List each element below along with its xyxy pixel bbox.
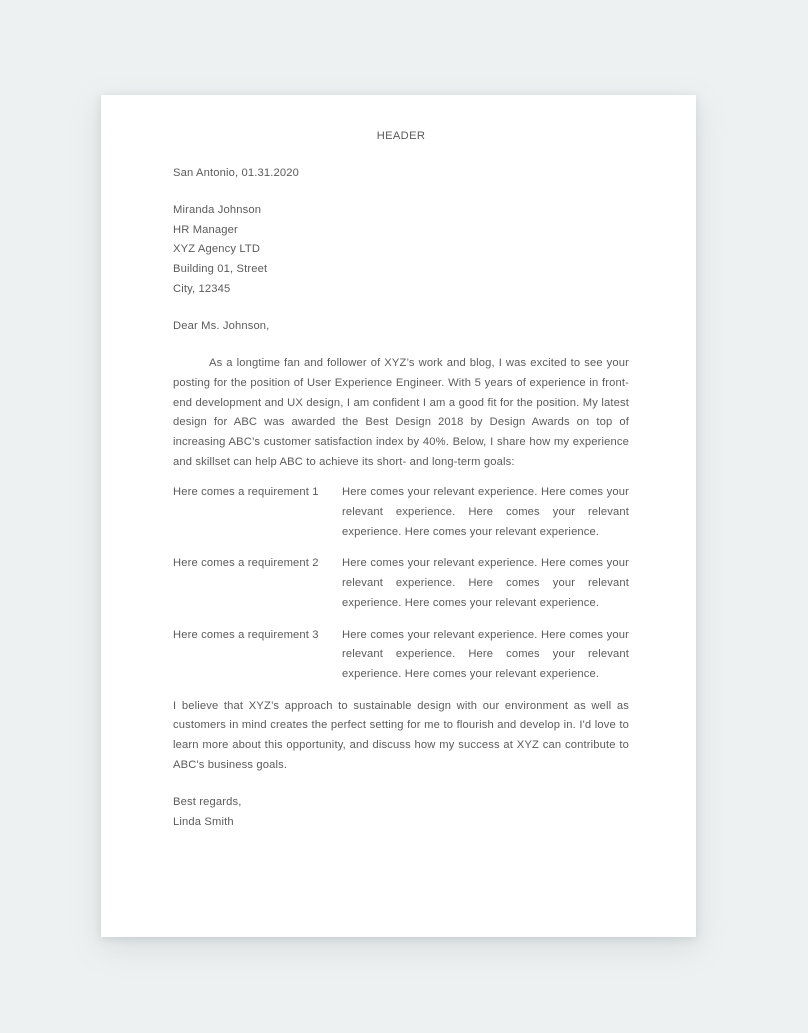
sign-off: Best regards,	[173, 795, 242, 808]
salutation: Dear Ms. Johnson,	[173, 319, 270, 332]
requirement-label: Here comes a requirement 1	[173, 486, 319, 499]
signature-block	[173, 793, 629, 832]
requirement-label: Here comes a requirement 3	[173, 628, 319, 641]
letter-page	[101, 95, 696, 937]
requirement-row	[173, 626, 629, 685]
recipient-address	[173, 201, 629, 300]
requirements-list	[173, 483, 629, 684]
requirement-experience: Here comes your relevant experience. Here comes your relevant experience. Here comes your relevant experience. Here comes your relevant experience.	[342, 486, 629, 538]
signature-name: Linda Smith	[173, 815, 234, 828]
letter-header: HEADER	[376, 130, 426, 142]
requirement-experience: Here comes your relevant experience. Here comes your relevant experience. Here comes your relevant experience. Here comes your relevant experience.	[342, 628, 629, 680]
requirement-row	[173, 554, 629, 613]
closing-paragraph: I believe that XYZ’s approach to sustainable design with our environment as well as customers in mind creates the perfect setting for me to flourish and develop in. I'd love to learn more about this opportunity, and discuss how my success at XYZ can contribute to ABC's business goals.	[173, 699, 629, 771]
intro-paragraph: As a longtime fan and follower of XYZ’s work and blog, I was excited to see your posting for the position of User Experience Engineer. With 5 years of experience in front-end development and UX design, I am confident I am a good fit for the position. My latest design for ABC was awarded the Best Design 2018 by Design Awards on top of increasing ABC’s customer satisfaction index by 40%. Below, I share how my experience and skillset can help ABC to achieve its short- and long-term goals:	[173, 357, 629, 468]
recipient-title: HR Manager	[173, 223, 238, 236]
requirement-experience: Here comes your relevant experience. Here comes your relevant experience. Here comes your relevant experience. Here comes your relevant experience.	[342, 557, 629, 609]
recipient-city: City, 12345	[173, 282, 231, 295]
recipient-street: Building 01, Street	[173, 263, 268, 276]
place-date: San Antonio, 01.31.2020	[173, 166, 299, 179]
letter-content	[173, 127, 629, 832]
requirement-label: Here comes a requirement 2	[173, 557, 319, 570]
requirement-row	[173, 483, 629, 542]
recipient-company: XYZ Agency LTD	[173, 243, 261, 256]
recipient-name: Miranda Johnson	[173, 203, 262, 216]
